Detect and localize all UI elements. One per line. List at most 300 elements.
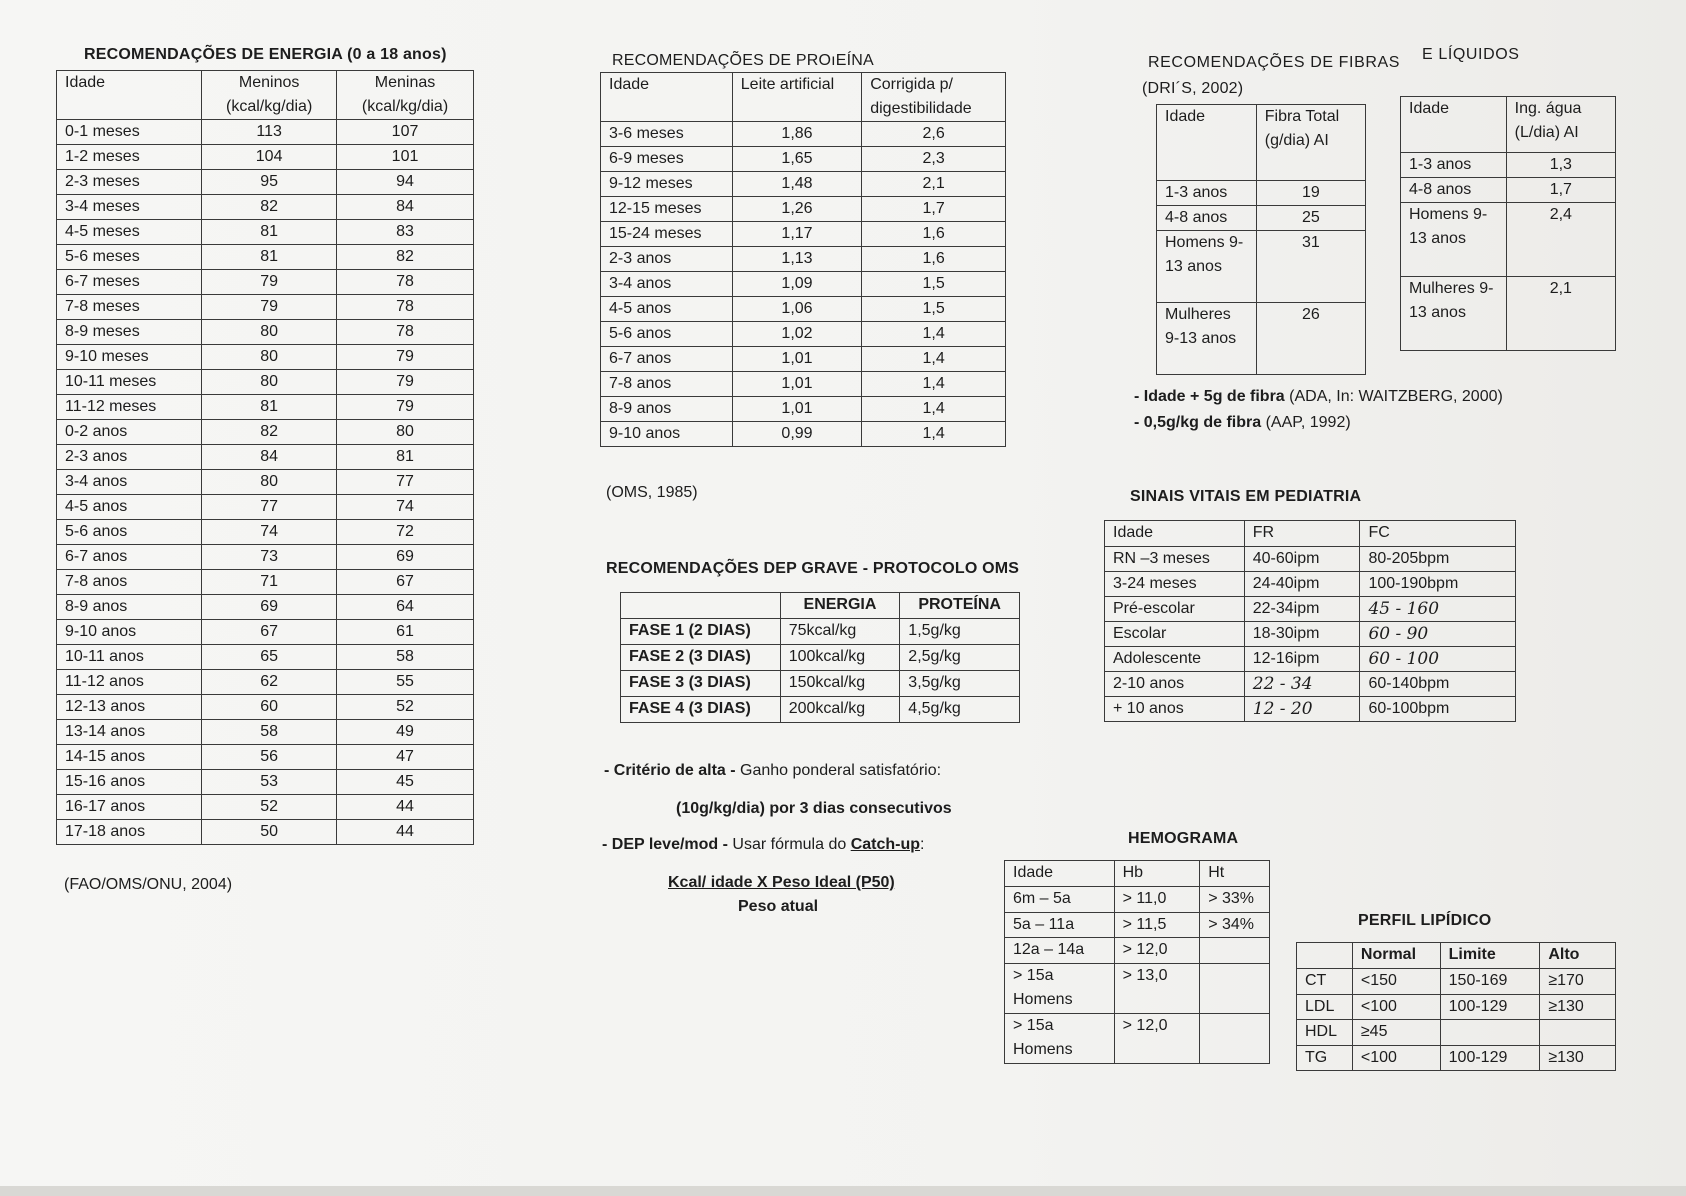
- energia-header-idade: Idade: [57, 71, 202, 120]
- hemograma-cell-ht: [1200, 1013, 1270, 1063]
- dep-cell-proteina: 3,5g/kg: [900, 671, 1020, 697]
- lipidico-cell-normal: ≥45: [1352, 1020, 1440, 1046]
- energia-cell-meninas: 107: [337, 120, 474, 145]
- energia-cell-meninos: 80: [202, 370, 337, 395]
- lipidico-cell-limite: 100-129: [1440, 1045, 1540, 1071]
- agua-table: [1400, 96, 1616, 351]
- dep-leve-label: - DEP leve/mod -: [602, 836, 728, 853]
- lipidico-header-alto: Alto: [1540, 943, 1616, 969]
- hemograma-cell-idade: 5a – 11a: [1005, 912, 1115, 938]
- table-row: [57, 645, 474, 670]
- sinais-cell-idade: Escolar: [1105, 622, 1245, 647]
- hemograma-cell-idade: 12a – 14a: [1005, 938, 1115, 964]
- dep-criterio-text: Ganho ponderal satisfatório:: [735, 762, 942, 779]
- energia-cell-idade: 2-3 anos: [57, 445, 202, 470]
- table-row: [1401, 178, 1616, 203]
- table-row: [57, 345, 474, 370]
- energia-cell-meninos: 80: [202, 345, 337, 370]
- fibras-note-1-bold: - Idade + 5g de fibra: [1134, 388, 1285, 405]
- energia-cell-idade: 16-17 anos: [57, 795, 202, 820]
- proteina-cell-leite: 1,17: [732, 222, 861, 247]
- energia-cell-meninos: 62: [202, 670, 337, 695]
- energia-cell-meninos: 81: [202, 245, 337, 270]
- table-row: [57, 695, 474, 720]
- sinais-cell-fc: 45 - 160: [1360, 597, 1516, 622]
- hemograma-cell-ht: [1200, 963, 1270, 1013]
- energia-cell-idade: 2-3 meses: [57, 170, 202, 195]
- dep-criterio: [604, 762, 941, 780]
- energia-cell-meninas: 61: [337, 620, 474, 645]
- fibras-note-2-bold: - 0,5g/kg de fibra: [1134, 414, 1262, 431]
- fibra-header-total: Fibra Total (g/dia) AI: [1256, 105, 1365, 181]
- lipidico-cell-limite: 100-129: [1440, 994, 1540, 1020]
- sinais-cell-fc: 60-100bpm: [1360, 697, 1516, 722]
- energia-cell-meninas: 49: [337, 720, 474, 745]
- dep-header-energia: ENERGIA: [780, 593, 900, 619]
- lipidico-body: [1297, 969, 1616, 1071]
- proteina-cell-leite: 1,26: [732, 197, 861, 222]
- proteina-cell-idade: 6-7 anos: [601, 347, 733, 372]
- fibra-cell-idade: 1-3 anos: [1157, 181, 1257, 206]
- table-row: [601, 322, 1006, 347]
- table-row: [1157, 303, 1366, 375]
- sinais-cell-idade: 2-10 anos: [1105, 672, 1245, 697]
- energia-cell-meninas: 52: [337, 695, 474, 720]
- energia-cell-meninos: 113: [202, 120, 337, 145]
- table-row: [57, 595, 474, 620]
- proteina-cell-corrigida: 2,6: [862, 122, 1006, 147]
- lipidico-cell-alto: ≥130: [1540, 1045, 1616, 1071]
- hemograma-cell-idade: 6m – 5a: [1005, 887, 1115, 913]
- sinais-table: [1104, 520, 1516, 722]
- proteina-cell-corrigida: 1,4: [862, 397, 1006, 422]
- dep-title: RECOMENDAÇÕES DEP GRAVE - PROTOCOLO OMS: [606, 560, 1020, 577]
- table-row: [57, 720, 474, 745]
- dep-leve-colon: :: [920, 836, 925, 853]
- proteina-cell-corrigida: 1,4: [862, 322, 1006, 347]
- table-row: [601, 147, 1006, 172]
- proteina-cell-corrigida: 1,6: [862, 222, 1006, 247]
- table-row: [1105, 547, 1516, 572]
- energia-cell-meninos: 82: [202, 195, 337, 220]
- dep-cell-energia: 100kcal/kg: [780, 645, 900, 671]
- lipidico-cell-normal: <100: [1352, 1045, 1440, 1071]
- energia-cell-meninas: 67: [337, 570, 474, 595]
- fibra-cell-idade: 4-8 anos: [1157, 206, 1257, 231]
- energia-cell-meninos: 79: [202, 270, 337, 295]
- proteina-cell-corrigida: 1,5: [862, 297, 1006, 322]
- table-row: [57, 270, 474, 295]
- table-row: [1157, 181, 1366, 206]
- energia-cell-idade: 15-16 anos: [57, 770, 202, 795]
- table-row: [57, 520, 474, 545]
- proteina-cell-idade: 4-5 anos: [601, 297, 733, 322]
- hemograma-cell-ht: > 33%: [1200, 887, 1270, 913]
- proteina-cell-corrigida: 1,4: [862, 422, 1006, 447]
- table-row: [57, 620, 474, 645]
- proteina-title: RECOMENDAÇÕES DE PROıEÍNA: [612, 52, 874, 69]
- energia-cell-meninas: 79: [337, 345, 474, 370]
- fibras-title: RECOMENDAÇÕES DE FIBRAS: [1148, 54, 1401, 71]
- energia-cell-idade: 5-6 anos: [57, 520, 202, 545]
- proteina-cell-leite: 1,01: [732, 372, 861, 397]
- table-row: [57, 195, 474, 220]
- sinais-cell-fc: 60 - 100: [1360, 647, 1516, 672]
- energia-cell-meninos: 50: [202, 820, 337, 845]
- energia-cell-idade: 9-10 meses: [57, 345, 202, 370]
- energia-cell-idade: 7-8 anos: [57, 570, 202, 595]
- dep-table: [620, 592, 1020, 723]
- table-row: [1105, 622, 1516, 647]
- proteina-cell-leite: 1,86: [732, 122, 861, 147]
- table-row: [601, 397, 1006, 422]
- sinais-cell-idade: Pré-escolar: [1105, 597, 1245, 622]
- lipidico-cell-normal: <150: [1352, 969, 1440, 995]
- table-row: [601, 272, 1006, 297]
- energia-cell-idade: 0-2 anos: [57, 420, 202, 445]
- table-row: [601, 372, 1006, 397]
- proteina-cell-leite: 1,01: [732, 397, 861, 422]
- table-row: [601, 197, 1006, 222]
- energia-cell-meninos: 95: [202, 170, 337, 195]
- table-row: [57, 295, 474, 320]
- proteina-cell-corrigida: 1,4: [862, 372, 1006, 397]
- hemograma-header-hb: Hb: [1114, 861, 1200, 887]
- energia-cell-meninas: 78: [337, 270, 474, 295]
- energia-cell-meninas: 80: [337, 420, 474, 445]
- sinais-cell-idade: RN –3 meses: [1105, 547, 1245, 572]
- dep-cell-proteina: 4,5g/kg: [900, 697, 1020, 723]
- fibra-cell-valor: 25: [1256, 206, 1365, 231]
- energia-cell-meninos: 104: [202, 145, 337, 170]
- lipidico-cell-param: TG: [1297, 1045, 1353, 1071]
- table-row: [1297, 1020, 1616, 1046]
- agua-cell-valor: 2,4: [1506, 203, 1615, 277]
- energia-source: (FAO/OMS/ONU, 2004): [64, 876, 233, 893]
- sinais-cell-fc: 60 - 90: [1360, 622, 1516, 647]
- sinais-header-fr: FR: [1244, 521, 1360, 547]
- proteina-cell-corrigida: 2,1: [862, 172, 1006, 197]
- hemograma-cell-hb: > 13,0: [1114, 963, 1200, 1013]
- table-row: [57, 145, 474, 170]
- energia-cell-meninas: 78: [337, 320, 474, 345]
- dep-cell-energia: 200kcal/kg: [780, 697, 900, 723]
- energia-cell-meninos: 80: [202, 320, 337, 345]
- lipidico-cell-limite: [1440, 1020, 1540, 1046]
- sinais-cell-fr: 12 - 20: [1244, 697, 1360, 722]
- dep-cell-energia: 150kcal/kg: [780, 671, 900, 697]
- agua-body: [1401, 153, 1616, 351]
- fibra-body: [1157, 181, 1366, 375]
- table-row: [57, 570, 474, 595]
- sinais-cell-fr: 12-16ipm: [1244, 647, 1360, 672]
- proteina-cell-leite: 1,02: [732, 322, 861, 347]
- table-row: [621, 671, 1020, 697]
- energia-cell-meninas: 79: [337, 370, 474, 395]
- energia-cell-meninas: 94: [337, 170, 474, 195]
- sinais-cell-fr: 22-34ipm: [1244, 597, 1360, 622]
- lipidico-table: [1296, 942, 1616, 1071]
- proteina-cell-idade: 12-15 meses: [601, 197, 733, 222]
- proteina-cell-leite: 1,09: [732, 272, 861, 297]
- energia-cell-meninas: 64: [337, 595, 474, 620]
- energia-cell-meninos: 82: [202, 420, 337, 445]
- agua-header-idade: Idade: [1401, 97, 1507, 153]
- table-row: [1005, 887, 1270, 913]
- agua-cell-idade: 1-3 anos: [1401, 153, 1507, 178]
- dep-formula-denominator: Peso atual: [738, 898, 819, 915]
- proteina-header-corrigida: Corrigida p/ digestibilidade: [862, 73, 1006, 122]
- hemograma-header-ht: Ht: [1200, 861, 1270, 887]
- energia-cell-meninos: 53: [202, 770, 337, 795]
- dep-formula-numerator: Kcal/ idade X Peso Ideal (P50): [668, 874, 895, 891]
- dep-cell-fase: FASE 4 (3 DIAS): [621, 697, 781, 723]
- sinais-cell-idade: 3-24 meses: [1105, 572, 1245, 597]
- dep-cell-fase: FASE 2 (3 DIAS): [621, 645, 781, 671]
- proteina-cell-idade: 7-8 anos: [601, 372, 733, 397]
- lipidico-cell-alto: ≥170: [1540, 969, 1616, 995]
- table-row: [57, 370, 474, 395]
- fibras-note-2: [1134, 414, 1351, 432]
- agua-cell-valor: 1,3: [1506, 153, 1615, 178]
- hemograma-cell-ht: [1200, 938, 1270, 964]
- energia-cell-meninas: 44: [337, 820, 474, 845]
- energia-cell-meninas: 82: [337, 245, 474, 270]
- dep-cell-energia: 75kcal/kg: [780, 619, 900, 645]
- table-row: [1157, 231, 1366, 303]
- proteina-header-idade: Idade: [601, 73, 733, 122]
- agua-cell-valor: 1,7: [1506, 178, 1615, 203]
- paper-edge: [0, 1186, 1686, 1196]
- energia-cell-idade: 9-10 anos: [57, 620, 202, 645]
- fibra-cell-valor: 26: [1256, 303, 1365, 375]
- table-row: [1105, 572, 1516, 597]
- proteina-cell-idade: 9-10 anos: [601, 422, 733, 447]
- energia-header-meninos: Meninos (kcal/kg/dia): [202, 71, 337, 120]
- energia-cell-meninas: 47: [337, 745, 474, 770]
- dep-leve: [602, 836, 924, 854]
- table-row: [1105, 647, 1516, 672]
- fibra-cell-valor: 19: [1256, 181, 1365, 206]
- hemograma-cell-hb: > 12,0: [1114, 1013, 1200, 1063]
- table-row: [621, 697, 1020, 723]
- energia-cell-idade: 8-9 meses: [57, 320, 202, 345]
- proteina-cell-idade: 15-24 meses: [601, 222, 733, 247]
- energia-title: RECOMENDAÇÕES DE ENERGIA (0 a 18 anos): [84, 46, 447, 63]
- energia-cell-idade: 13-14 anos: [57, 720, 202, 745]
- dep-cell-fase: FASE 1 (2 DIAS): [621, 619, 781, 645]
- lipidico-header-limite: Limite: [1440, 943, 1540, 969]
- hemograma-cell-idade: > 15a Homens: [1005, 1013, 1115, 1063]
- sinais-cell-idade: + 10 anos: [1105, 697, 1245, 722]
- table-row: [601, 172, 1006, 197]
- table-row: [1005, 963, 1270, 1013]
- energia-cell-meninas: 69: [337, 545, 474, 570]
- energia-cell-meninos: 81: [202, 395, 337, 420]
- table-row: [1401, 277, 1616, 351]
- agua-header-ingestao: Ing. água (L/dia) AI: [1506, 97, 1615, 153]
- table-row: [1157, 206, 1366, 231]
- table-row: [57, 795, 474, 820]
- table-row: [601, 297, 1006, 322]
- energia-cell-meninas: 81: [337, 445, 474, 470]
- table-row: [57, 470, 474, 495]
- table-row: [57, 220, 474, 245]
- energia-cell-meninos: 60: [202, 695, 337, 720]
- table-row: [1005, 912, 1270, 938]
- sinais-cell-fc: 80-205bpm: [1360, 547, 1516, 572]
- sinais-header-idade: Idade: [1105, 521, 1245, 547]
- energia-cell-idade: 11-12 anos: [57, 670, 202, 695]
- fibras-note-1: [1134, 388, 1503, 406]
- dep-header-proteina: PROTEÍNA: [900, 593, 1020, 619]
- agua-cell-idade: Homens 9-13 anos: [1401, 203, 1507, 277]
- dep-header-fase: [621, 593, 781, 619]
- energia-cell-idade: 7-8 meses: [57, 295, 202, 320]
- hemograma-title: HEMOGRAMA: [1128, 830, 1239, 847]
- proteina-source: (OMS, 1985): [606, 484, 698, 501]
- energia-cell-idade: 4-5 meses: [57, 220, 202, 245]
- energia-cell-meninas: 44: [337, 795, 474, 820]
- agua-cell-valor: 2,1: [1506, 277, 1615, 351]
- table-row: [57, 445, 474, 470]
- table-row: [57, 770, 474, 795]
- sinais-cell-fc: 100-190bpm: [1360, 572, 1516, 597]
- proteina-cell-corrigida: 2,3: [862, 147, 1006, 172]
- agua-cell-idade: 4-8 anos: [1401, 178, 1507, 203]
- agua-cell-idade: Mulheres 9-13 anos: [1401, 277, 1507, 351]
- table-row: [1105, 697, 1516, 722]
- lipidico-title: PERFIL LIPÍDICO: [1358, 912, 1492, 929]
- proteina-cell-corrigida: 1,7: [862, 197, 1006, 222]
- proteina-cell-leite: 1,48: [732, 172, 861, 197]
- energia-cell-meninos: 56: [202, 745, 337, 770]
- proteina-cell-leite: 0,99: [732, 422, 861, 447]
- lipidico-header-blank: [1297, 943, 1353, 969]
- fibra-cell-idade: Mulheres 9-13 anos: [1157, 303, 1257, 375]
- energia-cell-meninos: 58: [202, 720, 337, 745]
- table-row: [57, 120, 474, 145]
- table-row: [1297, 1045, 1616, 1071]
- energia-cell-idade: 6-7 meses: [57, 270, 202, 295]
- sinais-title: SINAIS VITAIS EM PEDIATRIA: [1130, 488, 1362, 505]
- energia-cell-meninas: 74: [337, 495, 474, 520]
- lipidico-cell-alto: ≥130: [1540, 994, 1616, 1020]
- energia-cell-meninas: 83: [337, 220, 474, 245]
- table-row: [601, 122, 1006, 147]
- table-row: [1005, 1013, 1270, 1063]
- proteina-header-leite: Leite artificial: [732, 73, 861, 122]
- energia-cell-meninos: 69: [202, 595, 337, 620]
- energia-cell-meninas: 78: [337, 295, 474, 320]
- table-row: [601, 422, 1006, 447]
- energia-cell-idade: 3-4 anos: [57, 470, 202, 495]
- lipidico-cell-param: CT: [1297, 969, 1353, 995]
- fibras-title-liquidos: E LÍQUIDOS: [1422, 46, 1520, 63]
- energia-table: [56, 70, 474, 845]
- hemograma-cell-hb: > 11,0: [1114, 887, 1200, 913]
- energia-cell-meninos: 81: [202, 220, 337, 245]
- table-row: [57, 545, 474, 570]
- table-row: [1005, 938, 1270, 964]
- proteina-cell-idade: 8-9 anos: [601, 397, 733, 422]
- energia-cell-meninos: 52: [202, 795, 337, 820]
- table-row: [601, 347, 1006, 372]
- lipidico-cell-alto: [1540, 1020, 1616, 1046]
- table-row: [1297, 969, 1616, 995]
- fibra-cell-idade: Homens 9-13 anos: [1157, 231, 1257, 303]
- energia-cell-meninas: 55: [337, 670, 474, 695]
- energia-cell-meninas: 84: [337, 195, 474, 220]
- lipidico-cell-limite: 150-169: [1440, 969, 1540, 995]
- table-row: [57, 245, 474, 270]
- energia-cell-meninas: 101: [337, 145, 474, 170]
- energia-cell-meninos: 73: [202, 545, 337, 570]
- table-row: [57, 670, 474, 695]
- energia-cell-meninos: 65: [202, 645, 337, 670]
- table-row: [57, 420, 474, 445]
- energia-cell-meninos: 84: [202, 445, 337, 470]
- proteina-cell-leite: 1,01: [732, 347, 861, 372]
- proteina-cell-leite: 1,65: [732, 147, 861, 172]
- proteina-cell-idade: 3-6 meses: [601, 122, 733, 147]
- hemograma-body: [1005, 887, 1270, 1064]
- energia-cell-idade: 14-15 anos: [57, 745, 202, 770]
- energia-cell-idade: 10-11 anos: [57, 645, 202, 670]
- proteina-cell-corrigida: 1,5: [862, 272, 1006, 297]
- proteina-cell-idade: 3-4 anos: [601, 272, 733, 297]
- hemograma-header-idade: Idade: [1005, 861, 1115, 887]
- proteina-cell-idade: 5-6 anos: [601, 322, 733, 347]
- dep-cell-fase: FASE 3 (3 DIAS): [621, 671, 781, 697]
- proteina-cell-leite: 1,13: [732, 247, 861, 272]
- hemograma-cell-hb: > 11,5: [1114, 912, 1200, 938]
- fibras-note-1-rest: (ADA, In: WAITZBERG, 2000): [1284, 388, 1503, 405]
- energia-cell-meninas: 58: [337, 645, 474, 670]
- table-row: [57, 820, 474, 845]
- lipidico-header-normal: Normal: [1352, 943, 1440, 969]
- energia-cell-meninos: 80: [202, 470, 337, 495]
- proteina-cell-corrigida: 1,6: [862, 247, 1006, 272]
- energia-cell-idade: 6-7 anos: [57, 545, 202, 570]
- proteina-cell-leite: 1,06: [732, 297, 861, 322]
- energia-cell-meninas: 77: [337, 470, 474, 495]
- hemograma-table: [1004, 860, 1270, 1064]
- proteina-table: [600, 72, 1006, 447]
- energia-cell-meninas: 45: [337, 770, 474, 795]
- hemograma-cell-ht: > 34%: [1200, 912, 1270, 938]
- sinais-cell-fr: 18-30ipm: [1244, 622, 1360, 647]
- dep-cell-proteina: 1,5g/kg: [900, 619, 1020, 645]
- dep-criterio-line2: (10g/kg/dia) por 3 dias consecutivos: [676, 800, 952, 817]
- sinais-cell-fr: 24-40ipm: [1244, 572, 1360, 597]
- energia-cell-idade: 4-5 anos: [57, 495, 202, 520]
- energia-cell-idade: 3-4 meses: [57, 195, 202, 220]
- fibra-cell-valor: 31: [1256, 231, 1365, 303]
- lipidico-cell-normal: <100: [1352, 994, 1440, 1020]
- table-row: [57, 395, 474, 420]
- table-row: [1401, 153, 1616, 178]
- hemograma-cell-idade: > 15a Homens: [1005, 963, 1115, 1013]
- sinais-cell-fc: 60-140bpm: [1360, 672, 1516, 697]
- lipidico-cell-param: HDL: [1297, 1020, 1353, 1046]
- sinais-cell-fr: 40-60ipm: [1244, 547, 1360, 572]
- energia-body: [57, 120, 474, 845]
- energia-cell-meninos: 67: [202, 620, 337, 645]
- table-row: [1401, 203, 1616, 277]
- energia-cell-meninas: 79: [337, 395, 474, 420]
- proteina-body: [601, 122, 1006, 447]
